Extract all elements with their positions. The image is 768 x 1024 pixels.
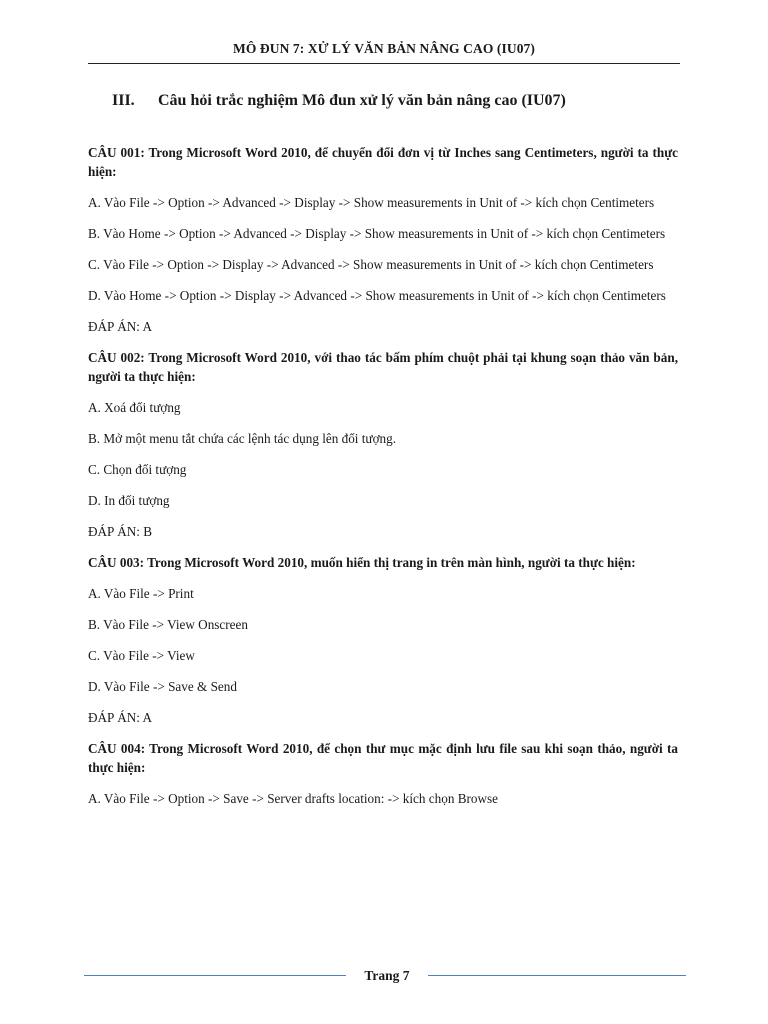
option-a: A. Vào File -> Print [88,586,194,601]
option-d: D. In đối tượng [88,493,170,508]
question-list [88,143,678,820]
option-b: B. Vào File -> View Onscreen [88,617,248,632]
question-stem: CÂU 002: Trong Microsoft Word 2010, với thao tác bấm phím chuột phải tại khung soạn thảo văn bản, người ta thực hiện: [88,350,678,384]
question-003 [88,553,678,727]
option-a: A. Vào File -> Option -> Advanced -> Display -> Show measurements in Unit of -> kích chọn Centimeters [88,195,655,210]
option-b: B. Vào Home -> Option -> Advanced -> Display -> Show measurements in Unit of -> kích chọn Centimeters [88,226,666,241]
question-004 [88,739,678,808]
page-number: Trang 7 [364,968,410,983]
question-stem: CÂU 003: Trong Microsoft Word 2010, muốn hiển thị trang in trên màn hình, người ta thực hiện: [88,555,636,570]
option-c: C. Chọn đối tượng [88,462,187,477]
question-stem: CÂU 001: Trong Microsoft Word 2010, để chuyển đổi đơn vị từ Inches sang Centimeters, người ta thực hiện: [88,145,678,179]
footer-rule-right [428,975,686,976]
section-number: III. [112,92,135,109]
answer-key: ĐÁP ÁN: B [88,524,152,539]
option-c: C. Vào File -> Option -> Display -> Advanced -> Show measurements in Unit of -> kích chọn Centimeters [88,257,654,272]
section-heading [112,92,566,110]
page-header: MÔ ĐUN 7: XỬ LÝ VĂN BẢN NÂNG CAO (IU07) [232,41,535,56]
option-d: D. Vào Home -> Option -> Display -> Advanced -> Show measurements in Unit of -> kích chọn Centimeters [88,288,666,303]
option-a: A. Xoá đối tượng [88,400,181,415]
question-002 [88,348,678,541]
answer-key: ĐÁP ÁN: A [88,319,152,334]
option-a: A. Vào File -> Option -> Save -> Server drafts location: -> kích chọn Browse [88,791,499,806]
option-d: D. Vào File -> Save & Send [88,679,237,694]
footer-rule-left [84,975,346,976]
question-001 [88,143,678,336]
header-rule [88,63,680,64]
answer-key: ĐÁP ÁN: A [88,710,152,725]
option-c: C. Vào File -> View [88,648,195,663]
option-b: B. Mở một menu tắt chứa các lệnh tác dụng lên đối tượng. [88,431,397,446]
section-title: Câu hỏi trắc nghiệm Mô đun xử lý văn bản nâng cao (IU07) [158,92,566,109]
question-stem: CÂU 004: Trong Microsoft Word 2010, để chọn thư mục mặc định lưu file sau khi soạn thảo, người ta thực hiện: [88,741,678,775]
